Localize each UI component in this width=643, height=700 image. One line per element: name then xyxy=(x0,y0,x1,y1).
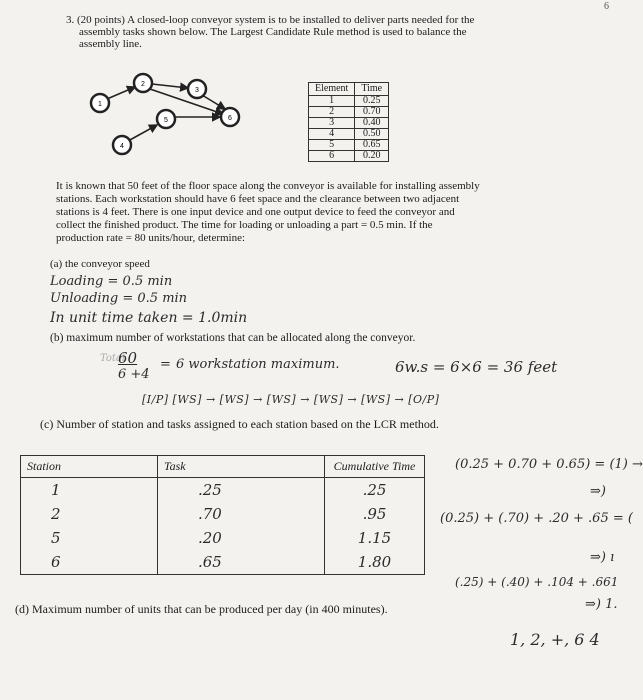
time-cell: 0.70 xyxy=(355,107,389,118)
node-2 xyxy=(134,74,152,92)
node-1 xyxy=(91,94,109,112)
part-b-hand-result: 6 workstation maximum. xyxy=(176,357,340,372)
cumulative-time-cell: 1.15 xyxy=(325,526,425,550)
context-line-1: It is known that 50 feet of the floor space along the conveyor is available for installing assembly xyxy=(56,180,480,192)
node-4 xyxy=(113,136,131,154)
time-cell: 0.65 xyxy=(355,140,389,151)
part-a-hand-loading: Loading = 0.5 min xyxy=(50,274,173,289)
page-number: 6 xyxy=(604,1,609,12)
table-row xyxy=(309,151,389,162)
part-b-hand-frac-num: 60 xyxy=(118,349,138,367)
part-c-side-note-3: (0.25) + (.70) + .20 + .65 = ( xyxy=(440,511,633,526)
task-header: Task xyxy=(158,456,325,478)
part-b-hand-frac-den: 6 +4 xyxy=(118,367,150,382)
task-cell: .25 xyxy=(158,478,325,503)
table-row xyxy=(21,478,425,503)
node-3 xyxy=(188,80,206,98)
part-a-hand-unloading: Unloading = 0.5 min xyxy=(50,291,188,306)
station-cell: 2 xyxy=(21,502,158,526)
task-cell: .20 xyxy=(158,526,325,550)
element-cell: 5 xyxy=(309,140,355,151)
context-line-5: production rate = 80 units/hour, determine: xyxy=(56,232,246,244)
node-5 xyxy=(157,110,175,128)
element-cell: 6 xyxy=(309,151,355,162)
svg-text:6: 6 xyxy=(228,115,232,122)
station-table xyxy=(20,455,425,575)
table-row xyxy=(309,129,389,140)
part-d-hand-answer: 1, 2, +, 6 4 xyxy=(510,630,600,649)
element-cell: 3 xyxy=(309,118,355,129)
svg-text:4: 4 xyxy=(120,143,124,150)
task-cell: .70 xyxy=(158,502,325,526)
element-header: Element xyxy=(309,83,355,96)
table-row xyxy=(21,550,425,575)
element-time-table xyxy=(308,82,389,162)
station-cell: 5 xyxy=(21,526,158,550)
svg-text:2: 2 xyxy=(141,81,145,88)
part-b-hand-total: Total xyxy=(100,353,126,364)
table-row xyxy=(21,502,425,526)
question-header-line-1: 3. (20 points) A closed-loop conveyor system is to be installed to deliver parts needed for the xyxy=(66,14,475,26)
question-header-line-2: assembly tasks shown below. The Largest Candidate Rule method is used to balance the xyxy=(79,26,467,38)
context-line-4: collect the finished product. The time for loading or unloading a part = 0.5 min. If the xyxy=(56,219,433,231)
edge-2-3 xyxy=(152,84,188,88)
element-cell: 4 xyxy=(309,129,355,140)
part-a-hand-unit-time: In unit time taken = 1.0min xyxy=(50,310,248,326)
part-b-label: (b) maximum number of workstations that can be allocated along the conveyor. xyxy=(50,332,416,344)
svg-text:3: 3 xyxy=(195,87,199,94)
svg-text:5: 5 xyxy=(164,117,168,124)
context-line-2: stations. Each workstation should have 6 feet space and the clearance between two adjacent xyxy=(56,193,460,205)
question-header-line-3: assembly line. xyxy=(79,38,142,50)
time-cell: 0.40 xyxy=(355,118,389,129)
cumulative-time-header: Cumulative Time xyxy=(325,456,425,478)
part-d-label: (d) Maximum number of units that can be produced per day (in 400 minutes). xyxy=(15,602,388,616)
table-row xyxy=(21,526,425,550)
time-cell: 0.20 xyxy=(355,151,389,162)
edge-4-5 xyxy=(128,125,157,141)
svg-text:1: 1 xyxy=(98,101,102,108)
edge-3-6 xyxy=(202,95,225,109)
context-line-3: stations is 4 feet. There is one input device and one output device to feed the conveyor and xyxy=(56,206,455,218)
time-cell: 0.50 xyxy=(355,129,389,140)
edge-1-2 xyxy=(107,87,135,99)
part-a-label: (a) the conveyor speed xyxy=(50,258,150,270)
precedence-diagram xyxy=(80,70,260,165)
table-row xyxy=(309,107,389,118)
part-c-side-note-4: ⇒) ı xyxy=(590,550,615,565)
part-c-side-note-6: ⇒) 1. xyxy=(585,597,618,612)
table-row xyxy=(309,118,389,129)
station-cell: 1 xyxy=(21,478,158,503)
cumulative-time-cell: 1.80 xyxy=(325,550,425,575)
element-cell: 2 xyxy=(309,107,355,118)
station-cell: 6 xyxy=(21,550,158,575)
part-b-hand-eq: = xyxy=(160,357,171,372)
time-cell: 0.25 xyxy=(355,96,389,107)
table-row xyxy=(309,140,389,151)
table-row xyxy=(309,96,389,107)
station-header: Station xyxy=(21,456,158,478)
part-b-hand-calc: 6w.s = 6×6 = 36 feet xyxy=(395,358,558,376)
part-c-side-note-5: (.25) + (.40) + .104 + .661 xyxy=(455,575,619,589)
time-header: Time xyxy=(355,83,389,96)
part-b-hand-sketch: [I/P] [WS] → [WS] → [WS] → [WS] → [WS] → [O/P] xyxy=(142,393,440,406)
cumulative-time-cell: .95 xyxy=(325,502,425,526)
element-cell: 1 xyxy=(309,96,355,107)
part-c-label: (c) Number of station and tasks assigned to each station based on the LCR method. xyxy=(40,417,439,431)
part-c-side-note-2: ⇒) xyxy=(590,484,606,499)
part-c-side-note-1: (0.25 + 0.70 + 0.65) = (1) → xyxy=(455,457,643,472)
task-cell: .65 xyxy=(158,550,325,575)
node-6 xyxy=(221,108,239,126)
cumulative-time-cell: .25 xyxy=(325,478,425,503)
